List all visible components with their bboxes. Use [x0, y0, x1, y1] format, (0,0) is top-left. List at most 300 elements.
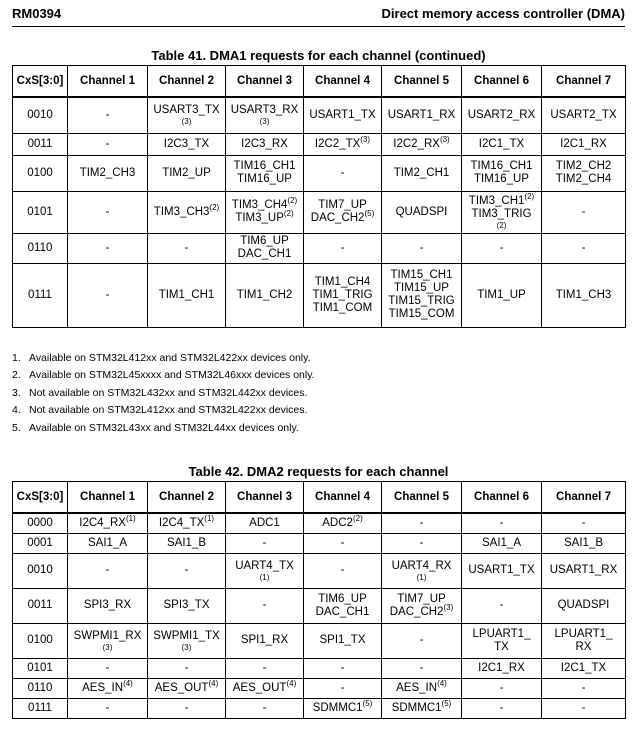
request-cell [304, 133, 382, 155]
cell-text: - [581, 516, 586, 529]
request-cell [148, 588, 226, 623]
cell-text: AES_IN [396, 681, 438, 694]
cell-text: USART2_TX [550, 108, 617, 121]
footnote-line [12, 367, 625, 384]
request-cell [226, 133, 304, 155]
cell-text: TIM2_CH4 [555, 173, 612, 185]
cell-line [543, 702, 624, 715]
cell-line [305, 698, 380, 715]
request-cell [542, 133, 626, 155]
request-cell [304, 233, 382, 263]
cell-text: - [105, 701, 110, 714]
footnote-ref: (1) [259, 572, 270, 582]
cell-text: DAC_CH2 [389, 605, 444, 618]
cell-line [383, 678, 460, 695]
cell-text: AES_IN [82, 681, 124, 694]
cell-text: SAI1_A [88, 536, 127, 549]
request-cell [68, 698, 148, 718]
footnote-number: 5. [12, 421, 21, 434]
cell-line [14, 599, 66, 612]
footnote-ref: (5) [362, 698, 373, 708]
cell-line [543, 289, 624, 302]
column-header: Channel 7 [542, 482, 626, 514]
cell-text: TIM1_UP [477, 288, 526, 301]
cell-text: 0100 [27, 634, 53, 646]
request-cell [304, 97, 382, 133]
cell-line [543, 628, 624, 641]
request-cell [226, 97, 304, 133]
cell-line [543, 206, 624, 219]
cell-text: TIM15_TRIG [388, 295, 455, 307]
request-cell [148, 155, 226, 191]
cell-text: - [262, 701, 267, 714]
cell-text: USART3_RX [230, 104, 299, 117]
cell-line [227, 248, 302, 261]
request-cell [226, 623, 304, 658]
cell-line [463, 173, 540, 186]
cell-text: 0011 [27, 599, 53, 611]
cell-text: SAI1_A [482, 536, 521, 549]
table-row [13, 263, 626, 327]
request-cell [542, 263, 626, 327]
column-header: Channel 1 [68, 482, 148, 514]
cell-line [227, 160, 302, 173]
table41-caption: Table 41. DMA1 requests for each channel (continued) [151, 48, 486, 63]
cell-line [543, 662, 624, 675]
request-cell [68, 97, 148, 133]
request-cell [148, 191, 226, 233]
request-cell [382, 588, 462, 623]
cell-text: 0111 [28, 701, 52, 714]
cell-text: TIM16_UP [237, 173, 292, 185]
cell-text: - [340, 241, 345, 254]
footnote-ref: (2) [287, 196, 298, 206]
cell-line [463, 599, 540, 612]
cell-line [463, 191, 540, 208]
cell-text: SPI1_TX [319, 634, 366, 646]
cell-line [227, 173, 302, 186]
cell-text: - [419, 516, 424, 529]
cell-line [227, 289, 302, 302]
cell-line [463, 641, 540, 654]
request-cell [304, 191, 382, 233]
cell-text: TIM3_CH3 [153, 205, 210, 218]
cell-line [463, 242, 540, 255]
cell-line [463, 564, 540, 577]
request-cell [304, 588, 382, 623]
column-header: Channel 1 [68, 66, 148, 98]
cell-text: I2C1_RX [478, 661, 525, 674]
cell-text: TIM2_CH3 [79, 166, 136, 179]
cell-text: TIM1_CH1 [158, 288, 215, 301]
request-cell [304, 678, 382, 698]
request-cell [148, 513, 226, 533]
cell-text: SPI3_TX [163, 599, 210, 611]
cell-line [227, 235, 302, 248]
cell-text: QUADSPI [395, 205, 448, 218]
column-header: Channel 3 [226, 66, 304, 98]
cell-text: TIM3_UP [235, 212, 284, 224]
request-cell [542, 658, 626, 678]
cell-text: TIM1_CH3 [555, 288, 612, 301]
table-row [13, 658, 626, 678]
cell-line [227, 138, 302, 151]
cell-line [227, 702, 302, 715]
cell-line [227, 209, 302, 225]
cxs-value-cell [13, 533, 68, 553]
cell-text: - [184, 661, 189, 674]
cell-line [227, 678, 302, 695]
cell-line [305, 276, 380, 289]
request-cell [462, 233, 542, 263]
cell-line [69, 289, 146, 302]
table-row [13, 623, 626, 658]
cell-line [14, 682, 66, 695]
cell-line [305, 109, 380, 122]
footnote-number: 4. [12, 404, 21, 417]
column-header: Channel 6 [462, 66, 542, 98]
request-cell [68, 678, 148, 698]
request-cell [462, 658, 542, 678]
cell-text: TIM1_CH4 [314, 275, 371, 288]
footnote-ref: (2) [496, 220, 507, 230]
cell-line [305, 134, 380, 151]
cell-line [69, 206, 146, 219]
cell-line [463, 160, 540, 173]
cxs-value-cell [13, 553, 68, 588]
cell-line [383, 282, 460, 295]
cell-line [14, 662, 66, 675]
cell-text: SPI3_RX [83, 599, 132, 611]
cell-line [14, 167, 66, 180]
cell-text: TIM2_CH2 [555, 160, 612, 172]
footnote-line [12, 420, 625, 437]
request-cell [226, 658, 304, 678]
cell-line [149, 138, 224, 151]
cell-line [543, 109, 624, 122]
footnote-ref: (2) [209, 202, 220, 212]
table-row [13, 698, 626, 718]
cell-line [69, 678, 146, 695]
column-header: Channel 5 [382, 482, 462, 514]
column-header: Channel 6 [462, 482, 542, 514]
cell-line [305, 682, 380, 695]
request-cell [382, 191, 462, 233]
request-cell [462, 263, 542, 327]
cell-text: - [340, 661, 345, 674]
cell-text: - [499, 516, 504, 529]
cell-text: TX [494, 640, 509, 653]
cell-line [14, 702, 66, 715]
cell-line [383, 662, 460, 675]
request-cell [304, 553, 382, 588]
request-cell [68, 513, 148, 533]
cxs-value-cell [13, 658, 68, 678]
column-header: Channel 3 [226, 482, 304, 514]
cell-text: TIM3_TRIG [471, 207, 532, 220]
cell-line [227, 537, 302, 550]
request-cell [542, 533, 626, 553]
cell-line [149, 678, 224, 695]
cell-line [14, 289, 66, 302]
table-header-row [13, 482, 626, 514]
header-rule [12, 26, 625, 27]
cell-line [543, 160, 624, 173]
cell-text: 0000 [27, 516, 53, 529]
cell-text: ADC2 [322, 516, 353, 529]
cell-text: TIM1_TRIG [312, 288, 373, 301]
cell-text: USART1_TX [468, 564, 535, 576]
cell-line [305, 593, 380, 606]
cell-text: I2C3_RX [241, 137, 288, 150]
cell-text: - [105, 108, 110, 121]
request-cell [382, 133, 462, 155]
cell-text: TIM15_COM [388, 308, 455, 320]
cell-line [463, 682, 540, 695]
cell-text: 0010 [27, 564, 53, 576]
request-cell [462, 553, 542, 588]
table-row [13, 133, 626, 155]
footnote-number: 2. [12, 369, 21, 382]
request-cell [382, 678, 462, 698]
cell-line [149, 167, 224, 180]
cell-text: USART1_RX [549, 564, 618, 576]
request-cell [542, 191, 626, 233]
cell-line [463, 662, 540, 675]
request-cell [462, 623, 542, 658]
request-cell [462, 97, 542, 133]
cell-line [149, 537, 224, 550]
request-cell [226, 191, 304, 233]
cxs-value-cell [13, 155, 68, 191]
request-cell [304, 513, 382, 533]
cell-line [383, 602, 460, 619]
cell-text: - [105, 661, 110, 674]
cell-text: AES_OUT [154, 681, 209, 694]
cell-text: I2C1_TX [560, 661, 607, 674]
footnote-ref: (2) [283, 209, 294, 219]
request-cell [68, 623, 148, 658]
cell-line [14, 206, 66, 219]
cell-line [305, 606, 380, 619]
cell-text: SDMMC1 [312, 701, 363, 714]
footnote-line [12, 385, 625, 402]
request-cell [226, 533, 304, 553]
cell-line [149, 242, 224, 255]
cell-text: AES_OUT [232, 681, 287, 694]
cell-text: QUADSPI [557, 599, 610, 611]
footnote-text: Available on STM32L412xx and STM32L422xx devices only. [29, 352, 311, 364]
footnote-ref: (4) [123, 678, 133, 688]
cell-text: 0110 [27, 681, 53, 694]
cell-text: 0010 [27, 108, 53, 121]
cell-text: TIM1_COM [312, 301, 373, 314]
cell-line [227, 599, 302, 612]
cell-line [149, 564, 224, 577]
footnote-ref: (2) [352, 513, 363, 523]
cxs-value-cell [13, 698, 68, 718]
cell-text: TIM15_CH1 [390, 269, 453, 281]
cell-text: TIM3_CH1 [468, 194, 525, 207]
request-cell [542, 623, 626, 658]
request-cell [68, 233, 148, 263]
cell-text: - [581, 205, 586, 218]
cell-line [543, 564, 624, 577]
request-cell [382, 553, 462, 588]
cell-text: DAC_CH2 [310, 212, 365, 224]
cell-line [14, 537, 66, 550]
cell-line [227, 662, 302, 675]
cell-text: LPUART1_ [472, 627, 531, 640]
section-title: Direct memory access controller (DMA) [381, 6, 625, 21]
cell-text: - [499, 701, 504, 714]
footnote-text: Available on STM32L45xxxx and STM32L46xxx devices only. [29, 369, 315, 382]
request-cell [462, 133, 542, 155]
cell-text: - [499, 599, 504, 611]
cell-line [69, 537, 146, 550]
cell-line [305, 564, 380, 577]
cell-line [543, 517, 624, 530]
cell-line [69, 564, 146, 577]
request-cell [68, 133, 148, 155]
cell-text: RX [575, 640, 592, 653]
cell-text: UART4_TX [235, 559, 294, 572]
footnote-ref: (1) [416, 572, 427, 582]
footnote-ref: (3) [439, 134, 450, 144]
column-header: CxS[3:0] [13, 482, 68, 514]
cell-text: - [419, 241, 424, 254]
table-row [13, 155, 626, 191]
request-cell [304, 658, 382, 678]
cell-text: 0100 [27, 166, 53, 179]
cell-line [69, 630, 146, 643]
cell-text: - [184, 564, 189, 576]
cell-text: DAC_CH1 [237, 248, 292, 260]
cell-line [543, 599, 624, 612]
cell-text: TIM6_UP [318, 592, 367, 605]
cell-line [305, 513, 380, 530]
request-cell [148, 553, 226, 588]
cell-line [69, 109, 146, 122]
cxs-value-cell [13, 588, 68, 623]
cell-text: ADC1 [249, 516, 280, 529]
cxs-value-cell [13, 623, 68, 658]
cell-text: - [262, 661, 267, 674]
cell-text: LPUART1_ [554, 627, 613, 640]
cell-line [14, 634, 66, 647]
footnote-ref: (4) [208, 678, 219, 688]
cell-text: USART3_TX [153, 104, 220, 117]
cell-text: - [419, 661, 424, 674]
request-cell [304, 623, 382, 658]
request-cell [304, 263, 382, 327]
cxs-value-cell [13, 513, 68, 533]
footnote-ref: (5) [441, 698, 452, 708]
cell-text: I2C2_RX [393, 137, 440, 150]
cell-text: - [340, 681, 345, 694]
cell-line [543, 537, 624, 550]
cell-line [227, 560, 302, 573]
cell-text: TIM16_CH1 [233, 160, 296, 172]
request-cell [226, 513, 304, 533]
cell-text: 0110 [27, 241, 53, 254]
cell-text: - [105, 288, 110, 301]
cell-line [305, 209, 380, 225]
cell-line [305, 302, 380, 315]
cell-line [14, 564, 66, 577]
request-cell [68, 263, 148, 327]
cell-line [383, 295, 460, 308]
cell-text: 0101 [27, 661, 53, 674]
cell-text: UART4_RX [391, 559, 452, 572]
cell-text: 0001 [27, 536, 53, 549]
table-row [13, 533, 626, 553]
cxs-value-cell [13, 263, 68, 327]
cell-line [383, 560, 460, 573]
footnote-ref: (4) [437, 678, 447, 688]
cell-text: SAI1_B [564, 536, 603, 549]
request-cell [148, 623, 226, 658]
column-header: Channel 4 [304, 66, 382, 98]
column-header: Channel 4 [304, 482, 382, 514]
cell-text: 0011 [27, 137, 53, 150]
cell-line [227, 634, 302, 647]
request-cell [542, 553, 626, 588]
cell-text: SAI1_B [167, 536, 206, 549]
cell-text: I2C1_RX [560, 137, 607, 150]
footnote-line [12, 402, 625, 419]
cell-line [149, 202, 224, 219]
cell-text: I2C2_TX [314, 137, 361, 150]
footnote-number: 1. [12, 352, 21, 364]
cell-text: - [105, 241, 110, 254]
cell-text: TIM2_CH1 [393, 166, 450, 179]
cell-line [149, 599, 224, 612]
cell-line [383, 242, 460, 255]
cell-line [383, 269, 460, 282]
request-cell [226, 698, 304, 718]
request-cell [462, 698, 542, 718]
cell-text: TIM3_CH4 [231, 199, 288, 211]
table-row [13, 97, 626, 133]
cell-line [383, 134, 460, 151]
cell-text: - [184, 241, 189, 254]
cell-text: - [419, 634, 424, 646]
cell-line [543, 242, 624, 255]
request-cell [226, 263, 304, 327]
request-cell [462, 191, 542, 233]
cell-text: - [105, 205, 110, 218]
request-cell [226, 588, 304, 623]
request-cell [68, 588, 148, 623]
request-cell [226, 155, 304, 191]
request-cell [542, 233, 626, 263]
request-cell [382, 623, 462, 658]
cell-line [463, 138, 540, 151]
footnote-ref: (1) [125, 513, 136, 523]
cell-text: - [581, 681, 586, 694]
cell-text: - [499, 241, 504, 254]
cell-line [383, 517, 460, 530]
table-row [13, 513, 626, 533]
cell-line [383, 167, 460, 180]
cell-line [383, 698, 460, 715]
cell-line [463, 109, 540, 122]
cell-text: I2C1_TX [478, 137, 525, 150]
cell-line [305, 537, 380, 550]
table-row [13, 191, 626, 233]
cell-line [149, 289, 224, 302]
